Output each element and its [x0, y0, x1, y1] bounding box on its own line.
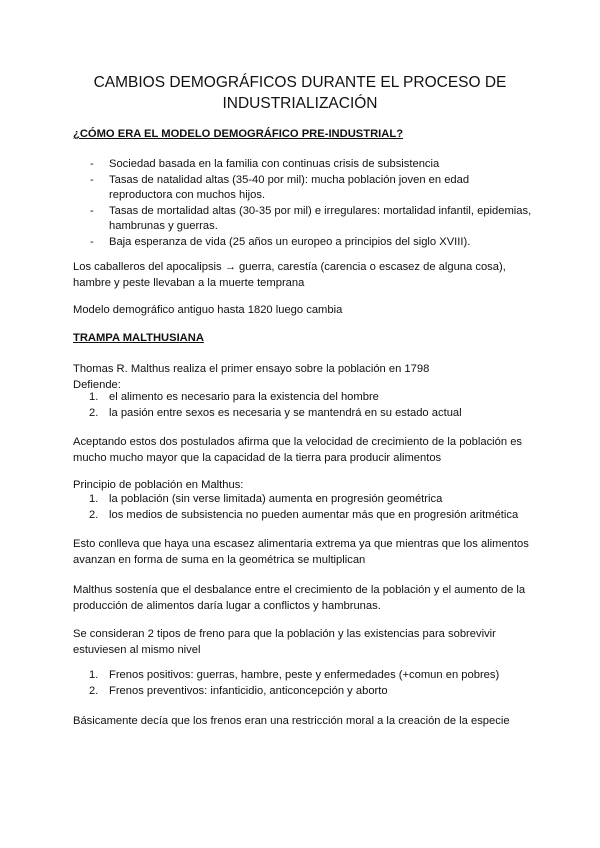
list-item-text: Sociedad basada en la familia con continuas crisis de subsistencia	[109, 158, 440, 170]
list-number: 2.	[89, 684, 99, 697]
bullet-marker: -	[90, 173, 94, 186]
list-item	[73, 157, 533, 173]
preindustrial-bullet-list	[73, 157, 533, 250]
paragraph-line: mucho mucho mayor que la capacidad de la tierra para producir alimentos	[73, 452, 442, 464]
section-heading-preindustrial: ¿CÓMO ERA EL MODELO DEMOGRÁFICO PRE-INDUSTRIAL?	[73, 128, 404, 140]
title-line-2: INDUSTRIALIZACIÓN	[222, 95, 378, 112]
list-number: 1.	[89, 669, 99, 681]
list-item-text: Tasas de natalidad altas (35-40 por mil): mucha población joven en edad	[109, 173, 470, 186]
list-number: 2.	[89, 508, 99, 521]
paragraph-line: hambre y peste llevaban a la muerte temprana	[73, 277, 305, 289]
list-item	[73, 235, 533, 251]
paragraph-line: Básicamente decía que los frenos eran una restricción moral a la creación de la especie	[73, 715, 510, 727]
list-item-text: hambrunas y guerras.	[109, 220, 218, 232]
paragraph-line: estuviesen al mismo nivel	[73, 644, 201, 656]
paragraph-line: Esto conlleva que haya una escasez alimentaria extrema ya que mientras que los alimentos	[73, 538, 529, 550]
list-item	[73, 204, 533, 235]
paragraph-modelo-antiguo	[73, 302, 533, 318]
title-line-1: CAMBIOS DEMOGRÁFICOS DURANTE EL PROCESO DE	[93, 74, 507, 91]
paragraph-conlleva	[73, 536, 533, 568]
list-number: 1.	[89, 493, 99, 505]
paragraph-line: Aceptando estos dos postulados afirma que la velocidad de crecimiento de la población es	[73, 436, 523, 448]
section-heading-malthusiana: TRAMPA MALTHUSIANA	[73, 332, 204, 344]
list-number: 1.	[89, 391, 99, 403]
paragraph-malthus-intro	[73, 361, 533, 393]
list-item	[73, 668, 533, 684]
list-item	[73, 508, 533, 524]
list-item-text: la población (sin verse limitada) aumenta en progresión geométrica	[109, 493, 443, 505]
paragraph-line: Principio de población en Malthus:	[73, 479, 244, 491]
paragraph-line: Malthus sostenía que el desbalance entre el crecimiento de la población y el aumento de la	[73, 584, 526, 596]
list-item-text: Frenos positivos: guerras, hambre, peste y enfermedades (+comun en pobres)	[109, 669, 500, 681]
list-item	[73, 406, 533, 422]
bullet-marker: -	[90, 158, 94, 170]
list-item-text: los medios de subsistencia no pueden aumentar más que en progresión aritmética	[109, 508, 519, 521]
list-item-text: la pasión entre sexos es necesaria y se mantendrá en su estado actual	[109, 406, 462, 419]
paragraph-line: Modelo demográfico antiguo hasta 1820 luego cambia	[73, 304, 343, 316]
list-item-text: Tasas de mortalidad altas (30-35 por mil) e irregulares: mortalidad infantil, epidemias,	[109, 204, 532, 217]
list-number: 2.	[89, 406, 99, 419]
frenos-numbered-list	[73, 668, 533, 699]
list-item	[73, 173, 533, 204]
bullet-marker: -	[90, 235, 94, 248]
paragraph-sostenia	[73, 582, 533, 614]
paragraph-aceptando	[73, 434, 533, 466]
list-item-text: Frenos preventivos: infanticidio, anticoncepción y aborto	[109, 684, 388, 697]
list-item-text: reproductora con muchos hijos.	[109, 189, 266, 201]
paragraph-line: producción de alimentos daría lugar a conflictos y hambrunas.	[73, 600, 381, 612]
paragraph-principio-label	[73, 477, 533, 493]
paragraph-line: Thomas R. Malthus realiza el primer ensayo sobre la población en 1798	[73, 363, 430, 375]
paragraph-line: Los caballeros del apocalipsis → guerra, carestía (carencia o escasez de alguna cosa),	[73, 261, 506, 273]
paragraph-frenos-intro	[73, 626, 533, 658]
list-item	[73, 684, 533, 700]
principio-numbered-list	[73, 492, 533, 523]
list-item	[73, 390, 533, 406]
document-title	[60, 72, 540, 114]
paragraph-line: Defiende:	[73, 379, 121, 391]
bullet-marker: -	[90, 204, 94, 217]
paragraph-line: avanzan en forma de suma en la geométrica se multiplican	[73, 554, 366, 566]
paragraph-basicamente	[73, 713, 533, 729]
paragraph-caballeros	[73, 259, 533, 291]
list-item	[73, 492, 533, 508]
list-item-text: Baja esperanza de vida (25 años un europeo a principios del siglo XVIII).	[109, 235, 471, 248]
list-item-text: el alimento es necesario para la existencia del hombre	[109, 391, 379, 403]
paragraph-line: Se consideran 2 tipos de freno para que la población y las existencias para sobrevivir	[73, 628, 496, 640]
defiende-numbered-list	[73, 390, 533, 421]
